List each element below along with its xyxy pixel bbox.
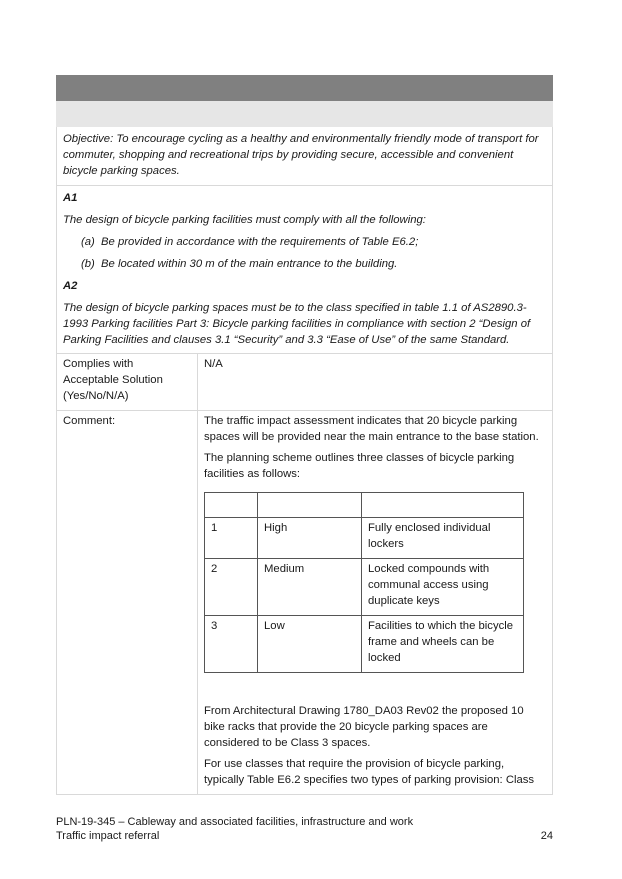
class-description: Locked compounds with communal access using duplicate keys: [362, 559, 524, 616]
objective-cell: [57, 127, 553, 186]
table-row: [205, 559, 524, 616]
security-level: Medium: [258, 559, 362, 616]
criteria-table: [56, 75, 553, 795]
page-number: 24: [540, 830, 553, 842]
table-header-row: [205, 493, 524, 518]
class-description: Fully enclosed individual lockers: [362, 518, 524, 559]
comment-value-cell: [198, 411, 553, 795]
security-level: Low: [258, 616, 362, 673]
header-band-dark: [57, 76, 553, 101]
comment-paragraph-1: The traffic impact assessment indicates that 20 bicycle parking spaces will be provided near the main entrance to the base station.: [204, 415, 539, 443]
a1-item-b: [81, 256, 546, 272]
list-marker: (a): [81, 236, 95, 248]
table-cell: [258, 493, 362, 518]
comment-label-cell: [57, 411, 198, 795]
acceptable-solutions-cell: [57, 186, 553, 354]
complies-value: N/A: [204, 358, 223, 370]
comment-paragraph-4: For use classes that require the provision of bicycle parking, typically Table E6.2 specifies two types of parking provision: Class: [204, 758, 535, 786]
security-level: High: [258, 518, 362, 559]
comment-label: Comment:: [63, 415, 116, 427]
footer-row: [56, 829, 553, 843]
complies-label: Complies with Acceptable Solution (Yes/No/N/A): [63, 358, 163, 402]
table-row: [205, 616, 524, 673]
complies-label-cell: [57, 354, 198, 411]
class-number: 3: [205, 616, 258, 673]
table-row: [205, 518, 524, 559]
complies-value-cell: [198, 354, 553, 411]
class-description: Facilities to which the bicycle frame and wheels can be locked: [362, 616, 524, 673]
header-band-light: [57, 101, 553, 127]
table-cell: [205, 493, 258, 518]
footer-document-title: PLN-19-345 – Cableway and associated facilities, infrastructure and work: [56, 816, 414, 828]
footer-section-title: Traffic impact referral: [56, 830, 160, 842]
table-cell: [362, 493, 524, 518]
a1-item-a: [81, 234, 546, 250]
a1-heading: A1: [63, 192, 78, 204]
comment-paragraph-3: From Architectural Drawing 1780_DA03 Rev02 the proposed 10 bike racks that provide the 20 bicycle parking spaces are considered to be Class 3 spaces.: [204, 705, 524, 749]
objective-text: Objective: To encourage cycling as a healthy and environmentally friendly mode of transport for commuter, shopping and recreational trips by providing secure, accessible and convenient bicycle parking spaces.: [63, 133, 539, 177]
class-number: 1: [205, 518, 258, 559]
bicycle-class-table: [204, 492, 524, 673]
comment-paragraph-2: The planning scheme outlines three classes of bicycle parking facilities as follows:: [204, 452, 515, 480]
list-marker: (b): [81, 258, 95, 270]
a1-intro: The design of bicycle parking facilities must comply with all the following:: [63, 214, 426, 226]
list-item-text: Be located within 30 m of the main entrance to the building.: [101, 258, 398, 270]
a2-text: The design of bicycle parking spaces must be to the class specified in table 1.1 of AS2890.3-1993 Parking facilities Part 3: Bicycle parking facilities in compliance with section 2 “Design of Parking Facilities and clauses 3.1 “Security” and 3.3 “Ease of Use” of the same Standard.: [63, 302, 531, 346]
a2-heading: A2: [63, 280, 78, 292]
class-number: 2: [205, 559, 258, 616]
list-item-text: Be provided in accordance with the requirements of Table E6.2;: [101, 236, 419, 248]
